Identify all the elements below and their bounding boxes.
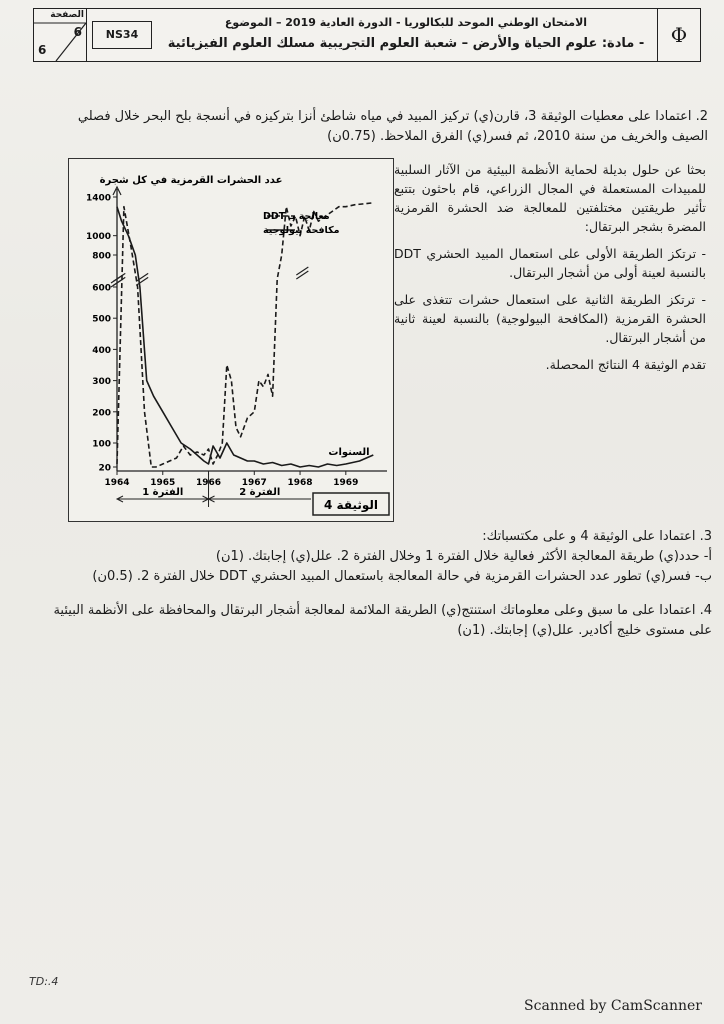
x-tick-label: 1964: [104, 478, 130, 488]
period-2-label: الفترة 2: [239, 487, 281, 498]
curve-break-mark: [113, 273, 125, 285]
biological-series-line: [117, 207, 373, 467]
exam-title: الامتحان الوطني الموحد للبكالوريا - الدورة العادية 2019 – الموضوع: [224, 16, 588, 29]
period-1-label: الفترة 1: [142, 487, 184, 498]
y-tick-label: 800: [92, 251, 111, 262]
y-tick-label: 1400: [85, 193, 111, 204]
question-4: 4. اعتمادا على ما سبق وعلى معلوماتك استنتج(ي) الطريقة الملائمة لمعالجة أشجار البرتقال والمحافظة على الأنظمة البيئية على مستوى خليج أكادير. علل(ي) إجابتك. (1ن): [53, 603, 712, 638]
page-number-box: [34, 9, 87, 61]
y-tick-label: 20: [98, 463, 111, 474]
page-current: 6: [73, 25, 82, 39]
x-tick-label: 1966: [195, 478, 222, 488]
document-4-intro: [394, 160, 706, 382]
intro-paragraph-2: - ترتكز الطريقة الأولى على استعمال المبيد الحشري DDT بالنسبة لعينة أولى من أشجار البرتقال.: [394, 246, 706, 280]
insect-count-chart: [69, 159, 393, 521]
document-4-figure: [68, 158, 394, 522]
intro-paragraph-1: بحثا عن حلول بديلة لحماية الأنظمة البيئية من الآثار السلبية للمبيدات المستعملة في المجال الزراعي، قام باحثون بتتبع تأثير طريقتين مختلفتين للمعالجة ضد الحشرة القرمزية المضرة بشجر البرتقال:: [394, 162, 706, 234]
handwritten-mark: TD:.4: [29, 975, 59, 988]
intro-paragraph-4: تقدم الوثيقة 4 النتائج المحصلة.: [545, 357, 706, 372]
x-tick-label: 1968: [287, 478, 313, 488]
question-3-intro: 3. اعتمادا على الوثيقة 4 و على مكتسباتك:: [482, 529, 712, 544]
y-tick-label: 600: [92, 283, 111, 294]
y-tick-label: 100: [92, 439, 111, 450]
curve-break-mark: [296, 267, 308, 279]
figure-caption: الوثيقة 4: [324, 498, 378, 512]
page-total: 6: [38, 43, 47, 57]
y-axis-label: عدد الحشرات القرمزية في كل شجرة: [99, 175, 283, 186]
subject-title: - مادة: علوم الحياة والأرض – شعبة العلوم التجريبية مسلك العلوم الفيزيائية: [167, 36, 645, 51]
intro-paragraph-3: - ترتكز الطريقة الثانية على استعمال حشرات تتغذى على الحشرة القرمزية (المكافحة البيولوجية) بالنسبة لعينة ثانية من أشجار البرتقال.: [394, 292, 706, 345]
exam-code: NS34: [92, 21, 152, 49]
y-tick-label: 400: [92, 345, 111, 356]
x-tick-label: 1965: [150, 478, 176, 488]
y-tick-label: 200: [92, 408, 111, 419]
x-axis-label: السنوات: [328, 447, 370, 458]
header-titles: [158, 13, 654, 55]
question-3b: ب- فسر(ي) تطور عدد الحشرات القرمزية في حالة المعالجة باستعمال المبيد الحشري DDT خلال الفترة 2. (0.5ن): [92, 569, 712, 584]
y-tick-label: 1000: [85, 232, 111, 243]
question-3a: أ- حدد(ي) طريقة المعالجة الأكثر فعالية خلال الفترة 1 وخلال الفترة 2. علل(ي) إجابتك. (1ن): [215, 549, 712, 564]
ddt-series-line: [117, 203, 373, 467]
x-tick-label: 1967: [241, 478, 267, 488]
legend-label: معالجة بـ DDT: [263, 211, 330, 222]
exam-header: [33, 8, 701, 62]
logo-icon: Φ: [657, 9, 700, 61]
question-3: [40, 527, 712, 587]
y-tick-label: 500: [92, 314, 111, 325]
y-tick-label: 300: [92, 377, 111, 388]
x-tick-label: 1969: [333, 478, 359, 488]
scanner-watermark: Scanned by CamScanner: [524, 998, 702, 1014]
page-label: الصفحة: [50, 10, 84, 20]
question-2: 2. اعتمادا على معطيات الوثيقة 3، قارن(ي) تركيز المبيد في مياه شاطئ أنزا بتركيزه في أنسجة بلح البحر خلال فصلي الصيف والخريف من سنة 2010، ثم فسر(ي) الفرق الملاحظ. (0.75ن): [77, 109, 708, 144]
legend-label: مكافحة بيولوجية: [263, 225, 340, 236]
